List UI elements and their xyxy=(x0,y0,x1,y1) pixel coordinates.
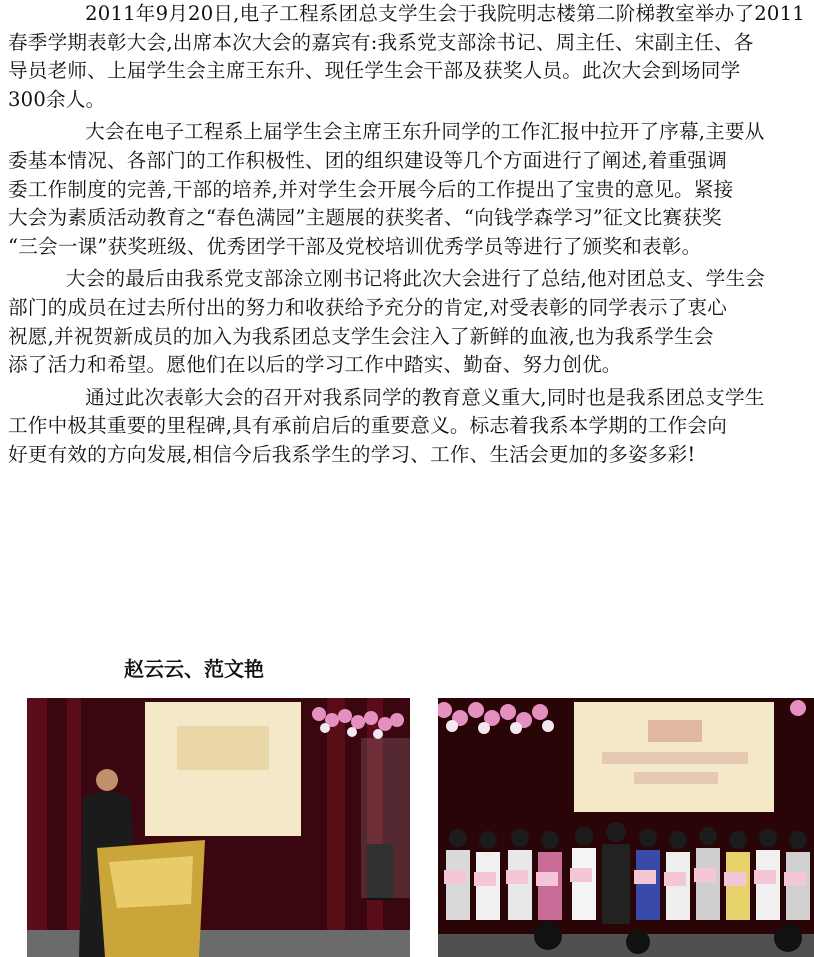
photo-award-ceremony xyxy=(438,698,814,957)
article-line: 300余人。 xyxy=(8,87,106,111)
article-line: “三会一课”获奖班级、优秀团学干部及党校培训优秀学员等进行了颁奖和表彰。 xyxy=(8,234,702,258)
photo-speaker-at-podium xyxy=(27,698,410,957)
article-line: 部门的成员在过去所付出的努力和收获给予充分的肯定,对受表彰的同学表示了衷心 xyxy=(8,295,728,319)
article-line: 通过此次表彰大会的召开对我系同学的教育意义重大,同时也是我系团总支学生 xyxy=(8,385,765,409)
speaker-photo-illustration xyxy=(27,698,410,957)
awards-photo-illustration xyxy=(438,698,814,957)
article-line: 委基本情况、各部门的工作积极性、团的组织建设等几个方面进行了阐述,着重强调 xyxy=(8,148,728,172)
author-names: 赵云云、范文艳 xyxy=(124,657,264,681)
article-body xyxy=(8,0,814,470)
article-line: 大会在电子工程系上届学生会主席王东升同学的工作汇报中拉开了序幕,主要从 xyxy=(8,120,765,144)
article-line: 工作中极其重要的里程碑,具有承前启后的重要意义。标志着我系本学期的工作会向 xyxy=(8,414,728,438)
article-line: 大会为素质活动教育之“春色满园”主题展的获奖者、“向钱学森学习”征文比赛获奖 xyxy=(8,206,722,230)
article-line: 大会的最后由我系党支部涂立刚书记将此次大会进行了总结,他对团总支、学生会 xyxy=(8,267,766,291)
article-line: 2011年9月20日,电子工程系团总支学生会于我院明志楼第二阶梯教室举办了2011 xyxy=(8,2,805,25)
article-line: 春季学期表彰大会,出席本次大会的嘉宾有:我系党支部涂书记、周主任、宋副主任、各 xyxy=(8,30,754,54)
article-line: 祝愿,并祝贺新成员的加入为我系团总支学生会注入了新鲜的血液,也为我系学生会 xyxy=(8,324,714,348)
article-line: 添了活力和希望。愿他们在以后的学习工作中踏实、勤奋、努力创优。 xyxy=(8,353,622,377)
article-line: 好更有效的方向发展,相信今后我系学生的学习、工作、生活会更加的多姿多彩! xyxy=(8,442,696,466)
article-line: 导员老师、上届学生会主席王东升、现任学生会干部及获奖人员。此次大会到场同学 xyxy=(8,59,741,83)
article-line: 委工作制度的完善,干部的培养,并对学生会开展今后的工作提出了宝贵的意见。紧接 xyxy=(8,177,734,201)
